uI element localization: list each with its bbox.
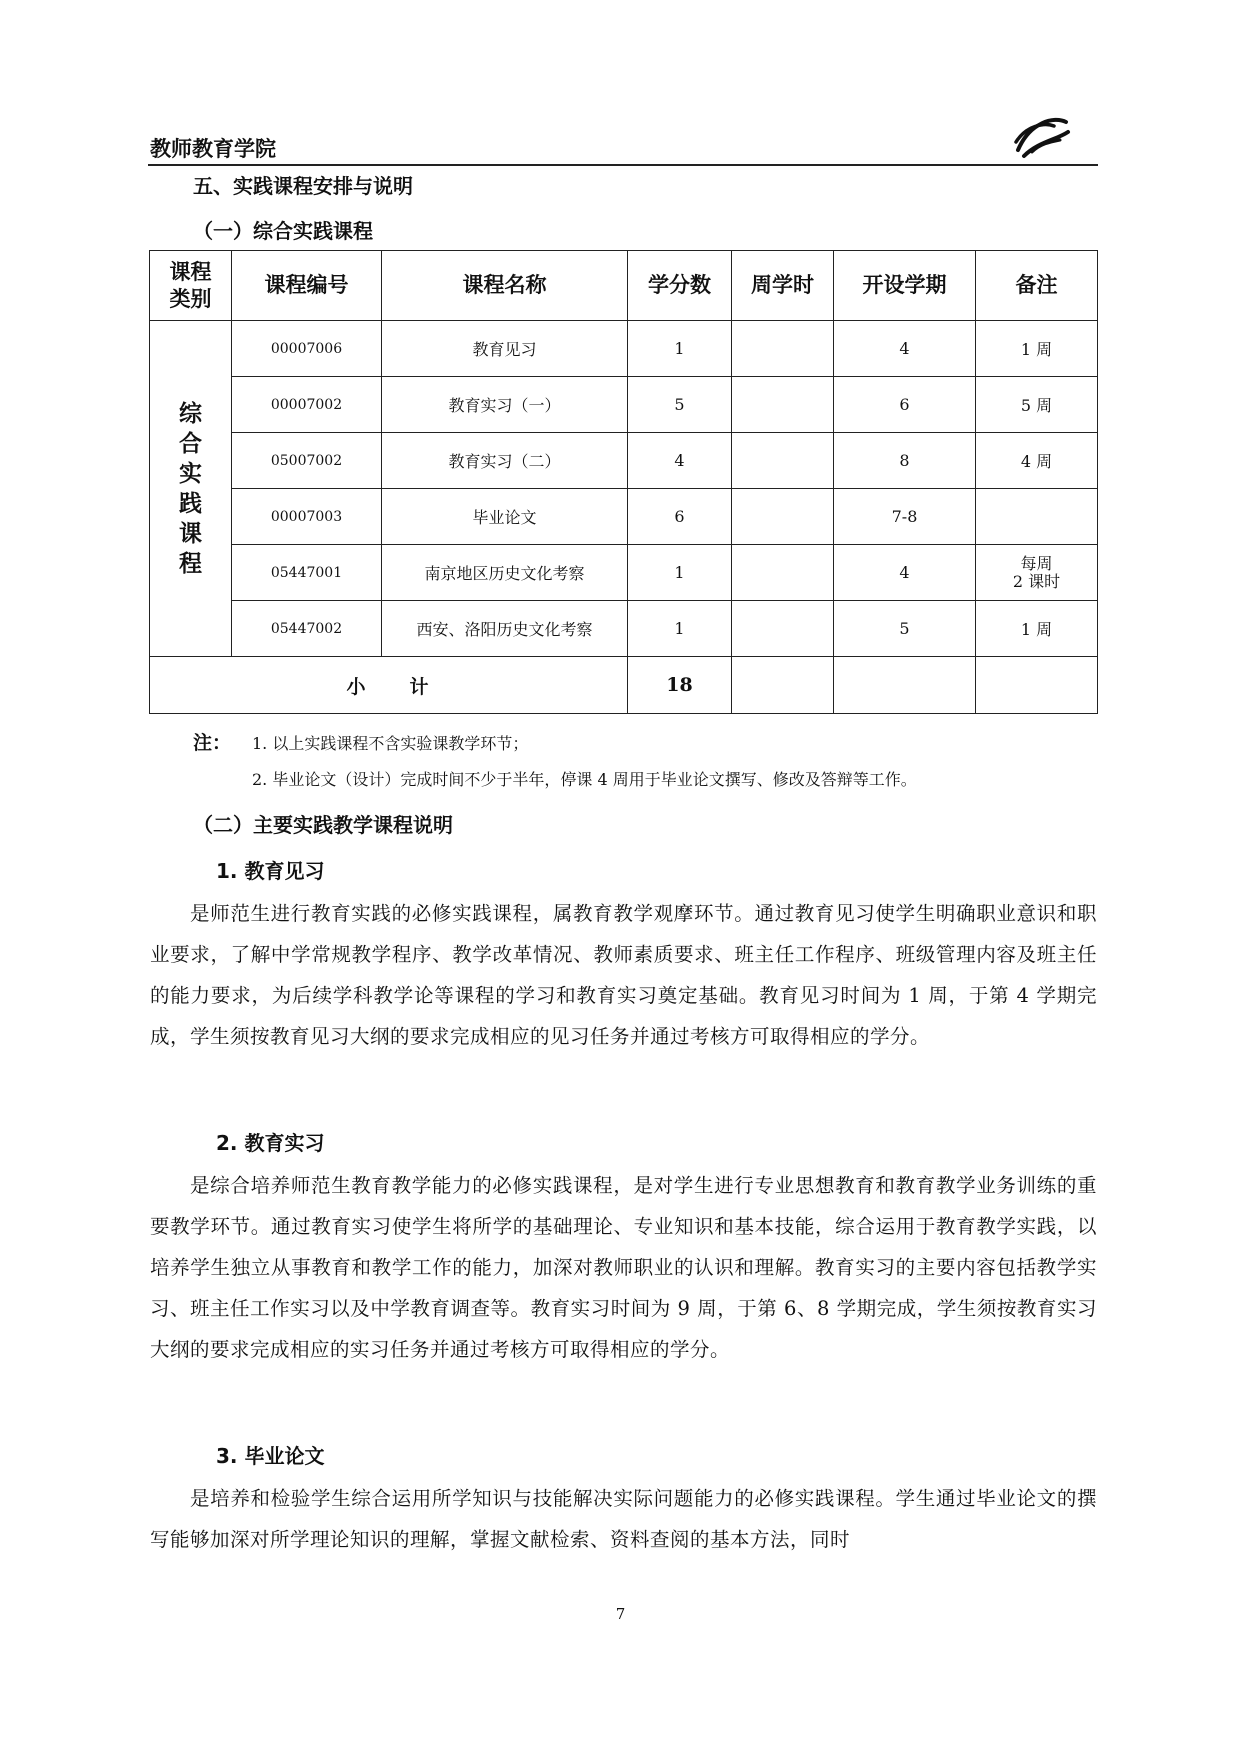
- subtotal-label: 小 计: [150, 657, 628, 714]
- course-name: 南京地区历史文化考察: [382, 545, 628, 601]
- course-credits: 6: [628, 489, 732, 545]
- subtotal-empty-1: [732, 657, 834, 714]
- course-body-3: 是培养和检验学生综合运用所学知识与技能解决实际问题能力的必修实践课程。学生通过毕业论文的撰写能够加深对所学理论知识的理解，掌握文献检索、资料查阅的基本方法，同时: [150, 1487, 1097, 1551]
- course-name: 教育见习: [382, 321, 628, 377]
- course-name: 教育实习（二）: [382, 433, 628, 489]
- course-semester: 7-8: [834, 489, 976, 545]
- table-row: [150, 377, 1098, 433]
- course-credits: 5: [628, 377, 732, 433]
- header-category: 课程类别: [150, 251, 232, 321]
- course-heading-3: 3. 毕业论文: [216, 1444, 325, 1468]
- course-body-1: 是师范生进行教育实践的必修实践课程，属教育教学观摩环节。通过教育见习使学生明确职业意识和职业要求，了解中学常规教学程序、教学改革情况、教师素质要求、班主任工作程序、班级管理内容及班主任的能力要求，为后续学科教学论等课程的学习和教育实习奠定基础。教育见习时间为 1 周，于第 4 学期完成，学生须按教育见习大纲的要求完成相应的见习任务并通过考核方可取得相应的学分。: [150, 902, 1097, 1048]
- note-label: 注：: [193, 732, 232, 754]
- header-semester: 开设学期: [834, 251, 976, 321]
- course-name: 西安、洛阳历史文化考察: [382, 601, 628, 657]
- course-weekly-hours: [732, 433, 834, 489]
- subtotal-row: [150, 657, 1098, 714]
- subtotal-credits: 18: [628, 657, 732, 714]
- header-name: 课程名称: [382, 251, 628, 321]
- subsection-title-2: （二）主要实践教学课程说明: [193, 813, 453, 837]
- header-credits: 学分数: [628, 251, 732, 321]
- course-weekly-hours: [732, 601, 834, 657]
- course-code: 05007002: [232, 433, 382, 489]
- course-semester: 4: [834, 321, 976, 377]
- table-row: [150, 489, 1098, 545]
- practice-course-table: [149, 250, 1098, 714]
- section-title: 五、实践课程安排与说明: [193, 174, 413, 198]
- course-weekly-hours: [732, 545, 834, 601]
- course-remark: 5 周: [976, 377, 1098, 433]
- course-remark: 1 周: [976, 601, 1098, 657]
- course-code: 05447001: [232, 545, 382, 601]
- subsection-title-1: （一）综合实践课程: [193, 219, 373, 243]
- course-code: 05447002: [232, 601, 382, 657]
- table-row: [150, 321, 1098, 377]
- course-name: 教育实习（一）: [382, 377, 628, 433]
- course-credits: 1: [628, 321, 732, 377]
- category-cell: 综合实践课程: [150, 321, 232, 657]
- course-remark: 4 周: [976, 433, 1098, 489]
- course-credits: 4: [628, 433, 732, 489]
- course-remark: 每周 2 课时: [976, 545, 1098, 601]
- note-item-1: 1. 以上实践课程不含实验课教学环节；: [252, 734, 529, 753]
- course-semester: 4: [834, 545, 976, 601]
- course-credits: 1: [628, 601, 732, 657]
- course-code: 00007006: [232, 321, 382, 377]
- course-weekly-hours: [732, 489, 834, 545]
- header-rule: [148, 164, 1098, 166]
- college-logo-icon: [1010, 112, 1072, 160]
- course-semester: 5: [834, 601, 976, 657]
- subtotal-empty-2: [834, 657, 976, 714]
- course-body-2: 是综合培养师范生教育教学能力的必修实践课程，是对学生进行专业思想教育和教育教学业务训练的重要教学环节。通过教育实习使学生将所学的基础理论、专业知识和基本技能，综合运用于教育教学实践，以培养学生独立从事教育和教学工作的能力，加深对教师职业的认识和理解。教育实习的主要内容包括教学实习、班主任工作实习以及中学教育调查等。教育实习时间为 9 周，于第 6、8 学期完成，学生须按教育实习大纲的要求完成相应的实习任务并通过考核方可取得相应的学分。: [150, 1174, 1097, 1361]
- course-semester: 6: [834, 377, 976, 433]
- table-row: [150, 601, 1098, 657]
- course-code: 00007002: [232, 377, 382, 433]
- course-heading-1: 1. 教育见习: [216, 859, 325, 883]
- course-remark: 1 周: [976, 321, 1098, 377]
- course-weekly-hours: [732, 321, 834, 377]
- course-heading-2: 2. 教育实习: [216, 1131, 325, 1155]
- note-item-2: 2. 毕业论文（设计）完成时间不少于半年，停课 4 周用于毕业论文撰写、修改及答辩等工作。: [252, 770, 917, 789]
- page-number: 7: [615, 1605, 626, 1623]
- table-row: [150, 545, 1098, 601]
- course-weekly-hours: [732, 377, 834, 433]
- header-remark: 备注: [976, 251, 1098, 321]
- course-semester: 8: [834, 433, 976, 489]
- header-title: 教师教育学院: [150, 137, 276, 161]
- course-name: 毕业论文: [382, 489, 628, 545]
- course-credits: 1: [628, 545, 732, 601]
- course-code: 00007003: [232, 489, 382, 545]
- header-code: 课程编号: [232, 251, 382, 321]
- course-remark: [976, 489, 1098, 545]
- subtotal-empty-3: [976, 657, 1098, 714]
- header-weekly-hours: 周学时: [732, 251, 834, 321]
- table-row: [150, 433, 1098, 489]
